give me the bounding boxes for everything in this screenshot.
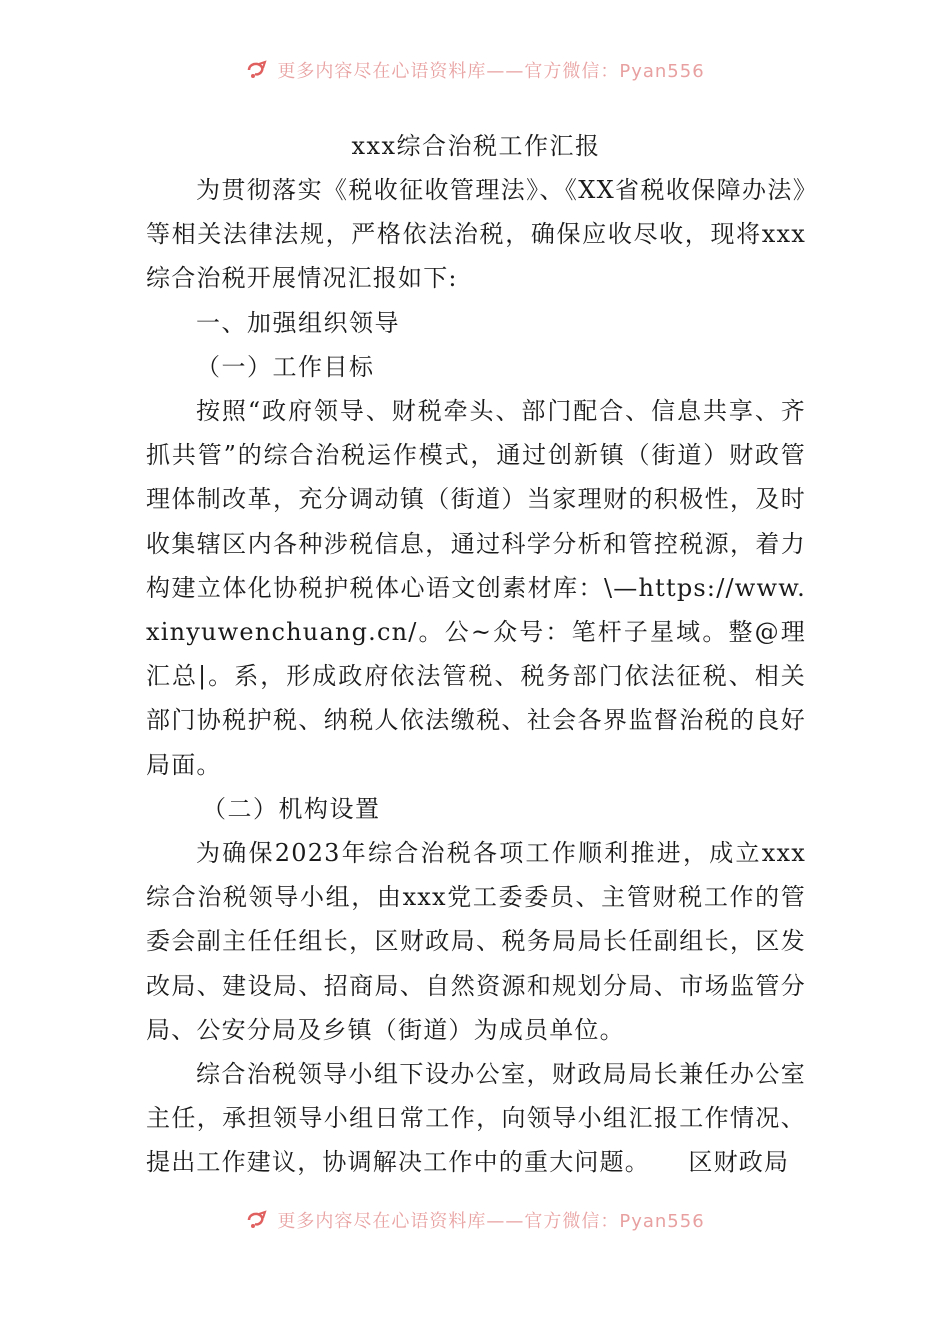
watermark-top	[0, 50, 950, 90]
watermark-text: 更多内容尽在心语资料库——官方微信：Pyan556	[277, 1211, 705, 1232]
watermark-bottom	[0, 1200, 950, 1240]
document-page	[146, 124, 806, 1185]
subsection-heading-structure: （二）机构设置	[202, 794, 381, 823]
structure-paragraph-1: 为确保2023年综合治税各项工作顺利推进，成立xxx综合治税领导小组，由xxx党工委委员、主管财税工作的管委会副主任任组长，区财政局、税务局局长任副组长，区发改局、建设局、招商局、自然资源和规划分局、市场监管分局、公安分局及乡镇（街道）为成员单位。	[146, 839, 806, 1044]
subsection-heading-goals: （一）工作目标	[196, 352, 375, 381]
logo-icon	[245, 58, 269, 82]
section-heading: 一、加强组织领导	[196, 308, 400, 337]
structure-paragraph-2: 综合治税领导小组下设办公室，财政局局长兼任办公室主任，承担领导小组日常工作，向领导小组汇报工作情况、提出工作建议，协调解决工作中的重大问题。 区财政局	[146, 1060, 806, 1177]
intro-paragraph: 为贯彻落实《税收征收管理法》、《XX省税收保障办法》等相关法律法规，严格依法治税，确保应收尽收，现将xxx综合治税开展情况汇报如下:	[146, 176, 806, 293]
logo-icon	[245, 1208, 269, 1232]
goals-paragraph: 按照“政府领导、财税牵头、部门配合、信息共享、齐抓共管”的综合治税运作模式，通过创新镇（街道）财政管理体制改革，充分调动镇（街道）当家理财的积极性，及时收集辖区内各种涉税信息，通过科学分析和管控税源，着力构建立体化协税护税体心语文创素材库：\—https://www.xinyuwenchuang.cn/。公~众号：笔杆子星域。整@理汇总|。系，形成政府依法管税、税务部门依法征税、相关部门协税护税、纳税人依法缴税、社会各界监督治税的良好局面。	[146, 397, 806, 779]
watermark-text: 更多内容尽在心语资料库——官方微信：Pyan556	[277, 61, 705, 82]
page-title: xxx综合治税工作汇报	[351, 132, 601, 160]
